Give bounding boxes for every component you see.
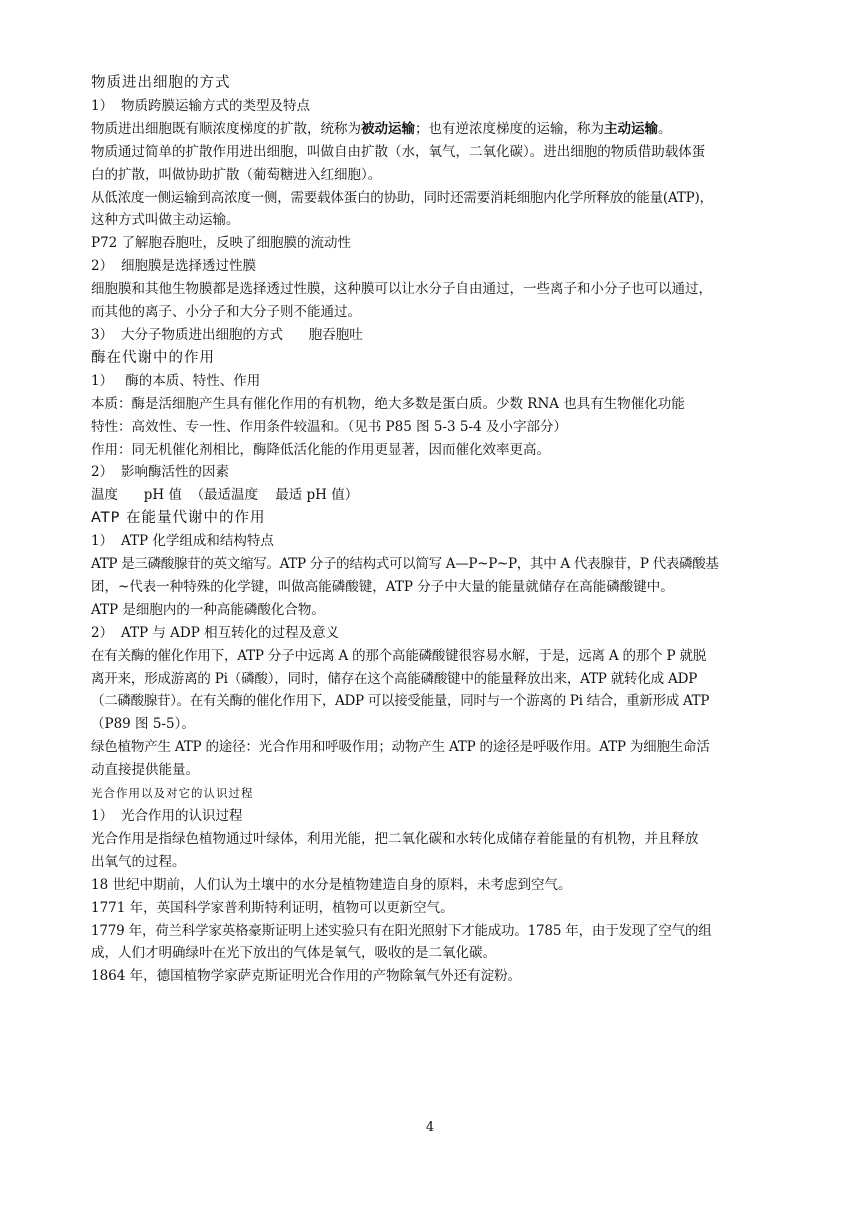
paragraph-line: 细胞膜和其他生物膜都是选择透过性膜，这种膜可以让水分子自由通过，一些离子和小分子也可以通过， bbox=[91, 281, 712, 298]
bold-term: 被动运输 bbox=[361, 120, 415, 137]
subheading bbox=[91, 461, 771, 484]
section-heading: 物质进出细胞的方式 bbox=[91, 75, 231, 91]
page-number: 4 bbox=[425, 1120, 435, 1135]
paragraph-line: 成，人们才明确绿叶在光下放出的气体是氧气，吸收的是二氧化碳。 bbox=[91, 945, 496, 962]
subheading bbox=[91, 370, 771, 393]
paragraph-line: 而其他的离子、小分子和大分子则不能通过。 bbox=[91, 304, 361, 321]
section-heading: 光合作用以及对它的认识过程 bbox=[91, 786, 254, 801]
paragraph-line: 出氧气的过程。 bbox=[91, 853, 186, 870]
text-run: ；也有逆浓度梯度的运输，称为 bbox=[415, 120, 604, 137]
paragraph-line: 温度 pH 值 （最适温度 最适 pH 值） bbox=[91, 487, 359, 504]
subheading-text: 光合作用的认识过程 bbox=[121, 808, 243, 824]
paragraph-line: 白的扩散，叫做协助扩散（葡萄糖进入红细胞）。 bbox=[91, 166, 382, 183]
paragraph-line bbox=[91, 118, 771, 141]
subheading-text: ATP 化学组成和结构特点 bbox=[121, 533, 274, 550]
bold-term: 主动运输 bbox=[604, 120, 658, 137]
subheading bbox=[91, 95, 771, 118]
subheading-text: 细胞膜是选择透过性膜 bbox=[121, 258, 256, 275]
document-body bbox=[91, 72, 771, 988]
paragraph-line: ATP 是三磷酸腺苷的英文缩写。ATP 分子的结构式可以简写 A—P~P~P，其中 A 代表腺苷，P 代表磷酸基 bbox=[91, 556, 719, 573]
subheading bbox=[91, 530, 771, 553]
item-number: 2） bbox=[91, 258, 114, 275]
subheading bbox=[91, 324, 771, 347]
paragraph-line: 18 世纪中期前，人们认为土壤中的水分是植物建造自身的原料，未考虑到空气。 bbox=[91, 876, 572, 893]
text-run: 。 bbox=[658, 120, 672, 137]
item-number: 1） bbox=[91, 372, 114, 389]
paragraph-line: P72 了解胞吞胞吐，反映了细胞膜的流动性 bbox=[91, 235, 352, 252]
paragraph-line: 光合作用是指绿色植物通过叶绿体，利用光能，把二氧化碳和水转化成储存着能量的有机物，并且释放 bbox=[91, 830, 699, 847]
paragraph-line: 团，~代表一种特殊的化学键，叫做高能磷酸键，ATP 分子中大量的能量就储存在高能磷酸键中。 bbox=[91, 578, 674, 595]
subheading-text: 物质跨膜运输方式的类型及特点 bbox=[121, 97, 310, 114]
subheading-text: 影响酶活性的因素 bbox=[121, 464, 229, 481]
item-number: 1） bbox=[91, 97, 114, 114]
subheading-text: 酶的本质、特性、作用 bbox=[121, 372, 261, 389]
paragraph-line: 从低浓度一侧运输到高浓度一侧，需要载体蛋白的协助，同时还需要消耗细胞内化学所释放的能量(ATP)， bbox=[91, 189, 713, 206]
item-number: 3） bbox=[91, 326, 114, 343]
subheading bbox=[91, 255, 771, 278]
paragraph-line: 1779 年，荷兰科学家英格豪斯证明上述实验只有在阳光照射下才能成功。1785 年，由于发现了空气的组 bbox=[91, 922, 712, 939]
section-heading: 酶在代谢中的作用 bbox=[91, 349, 215, 366]
paragraph-line: 绿色植物产生 ATP 的途径：光合作用和呼吸作用；动物产生 ATP 的途径是呼吸作用。ATP 为细胞生命活 bbox=[91, 739, 710, 756]
paragraph-line: 作用：同无机催化剂相比，酶降低活化能的作用更显著，因而催化效率更高。 bbox=[91, 441, 550, 458]
subheading bbox=[91, 622, 771, 645]
paragraph-line: 这种方式叫做主动运输。 bbox=[91, 212, 240, 229]
paragraph-line: 在有关酶的催化作用下，ATP 分子中远离 A 的那个高能磷酸键很容易水解，于是，远离 A 的那个 P 就脱 bbox=[91, 647, 707, 664]
paragraph-line: （二磷酸腺苷）。在有关酶的催化作用下，ADP 可以接受能量，同时与一个游离的 Pi 结合，重新形成 ATP bbox=[91, 693, 710, 710]
subheading-text: ATP 与 ADP 相互转化的过程及意义 bbox=[121, 624, 340, 641]
paragraph-line: （P89 图 5-5）。 bbox=[91, 716, 195, 733]
subheading bbox=[91, 805, 771, 828]
paragraph-line: 物质通过简单的扩散作用进出细胞，叫做自由扩散（水，氧气，二氧化碳）。进出细胞的物质借助载体蛋 bbox=[91, 143, 706, 160]
paragraph-line: 1771 年，英国科学家普利斯特利证明，植物可以更新空气。 bbox=[91, 899, 454, 916]
text-run: 物质进出细胞既有顺浓度梯度的扩散，统称为 bbox=[91, 120, 361, 137]
item-number: 2） bbox=[91, 464, 114, 481]
item-number: 1） bbox=[91, 533, 114, 550]
paragraph-line: 1864 年，德国植物学家萨克斯证明光合作用的产物除氧气外还有淀粉。 bbox=[91, 968, 522, 985]
section-heading: ATP 在能量代谢中的作用 bbox=[91, 510, 266, 527]
paragraph-line: 特性：高效性、专一性、作用条件较温和。（见书 P85 图 5-3 5-4 及小字部分） bbox=[91, 418, 567, 435]
paragraph-line: ATP 是细胞内的一种高能磷酸化合物。 bbox=[91, 601, 325, 618]
paragraph-line: 动直接提供能量。 bbox=[91, 762, 199, 779]
paragraph-line: 本质：酶是活细胞产生具有催化作用的有机物，绝大多数是蛋白质。少数 RNA 也具有生物催化功能 bbox=[91, 395, 685, 412]
paragraph-line: 离开来，形成游离的 Pi（磷酸），同时，储存在这个高能磷酸键中的能量释放出来，ATP 就转化成 ADP bbox=[91, 670, 698, 687]
subheading-text: 大分子物质进出细胞的方式 胞吞胞吐 bbox=[121, 326, 363, 343]
item-number: 1） bbox=[91, 808, 114, 824]
item-number: 2） bbox=[91, 624, 114, 641]
